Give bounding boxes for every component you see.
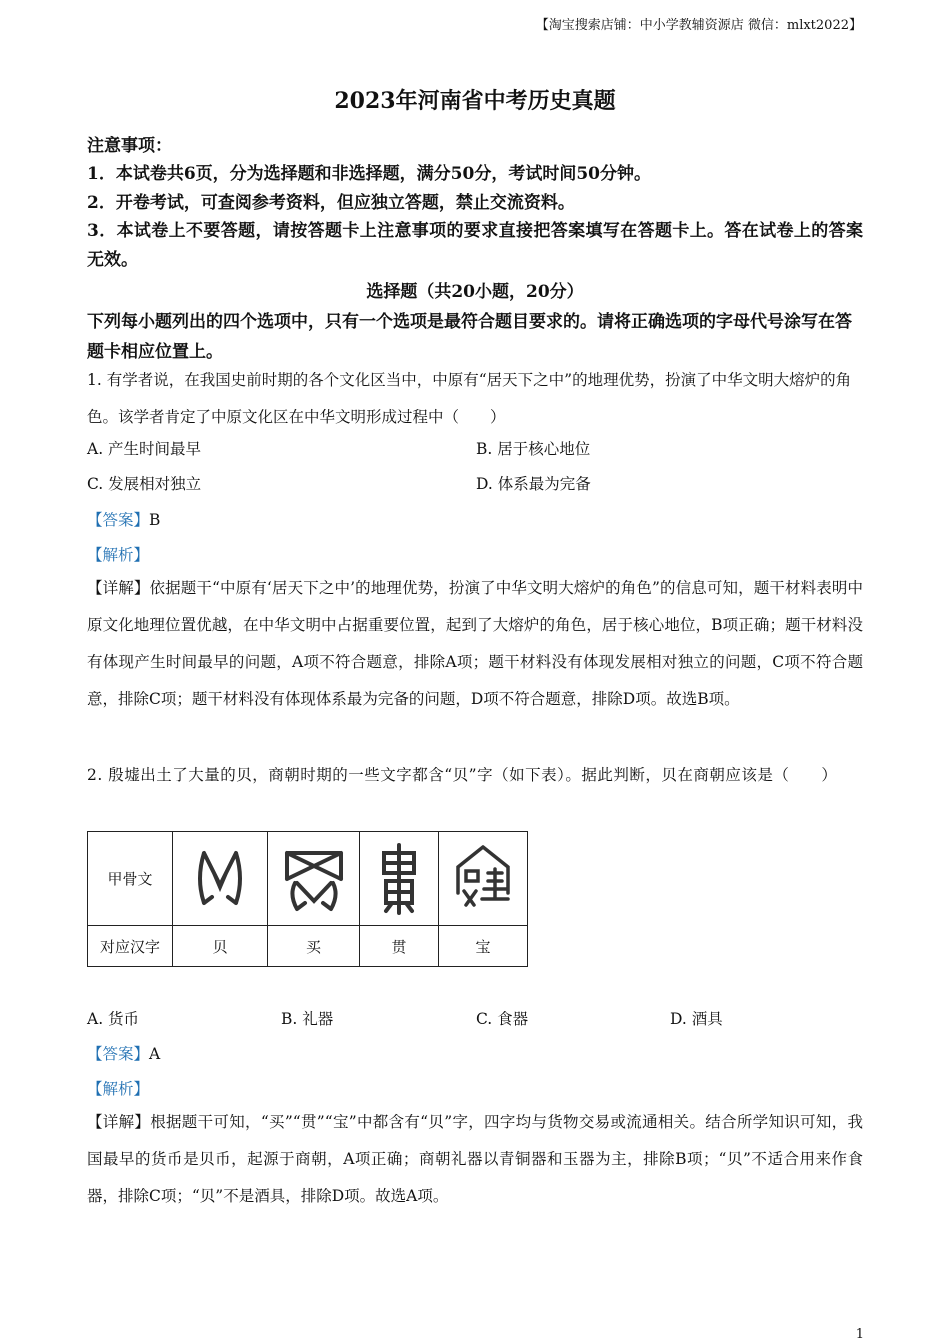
table-cell-char: 宝 xyxy=(439,926,528,967)
table-cell-char: 贝 xyxy=(173,926,268,967)
oracle-glyph-bei xyxy=(173,832,268,926)
question-1-stem: 1. 有学者说，在我国史前时期的各个文化区当中，中原有“居天下之中”的地理优势，扮演了中华文明大熔炉的角色。该学者肯定了中原文化区在中华文明形成过程中（ ） xyxy=(87,371,852,426)
q2-option-d: D. 酒具 xyxy=(670,1010,723,1028)
q2-analysis-tag: 【解析】 xyxy=(87,1080,150,1098)
question-2-stem: 2. 殷墟出土了大量的贝，商朝时期的一些文字都含“贝”字（如下表）。据此判断，贝在商朝应该是（ ） xyxy=(87,766,838,784)
oracle-glyph-bao xyxy=(439,832,528,926)
notice-item-3: 3．本试卷上不要答题，请按答题卡上注意事项的要求直接把答案填写在答题卡上。答在试卷上的答案无效。 xyxy=(87,221,863,270)
page-title: 2023年河南省中考历史真题 xyxy=(334,88,616,114)
q1-answer-tag: 【答案】 xyxy=(87,511,150,529)
header-note: 【淘宝搜索店铺：中小学教辅资源店 微信：mlxt2022】 xyxy=(535,18,862,33)
q1-option-b: B. 居于核心地位 xyxy=(476,440,591,458)
q1-detail: 【详解】依据题干“中原有‘居天下之中’的地理优势，扮演了中华文明大熔炉的角色”的信息可知，题干材料表明中原文化地理位置优越，在中华文明中占据重要位置，起到了大熔炉的角色，居于核心地位，B项正确；题干材料没有体现产生时间最早的问题，A项不符合题意，排除A项；题干材料没有体现发展相对独立的问题，C项不符合题意，排除C项；题干材料没有体现体系最为完备的问题，D项不符合题意，排除D项。故选B项。 xyxy=(87,579,863,708)
notice-item-2: 2．开卷考试，可查阅参考资料，但应独立答题，禁止交流资料。 xyxy=(87,193,575,213)
oracle-glyph-guan xyxy=(360,832,439,926)
q2-answer-value: A xyxy=(149,1045,161,1063)
q1-option-c: C. 发展相对独立 xyxy=(87,475,202,493)
table-cell-char: 买 xyxy=(268,926,360,967)
notice-item-1: 1．本试卷共6页，分为选择题和非选择题，满分50分，考试时间50分钟。 xyxy=(87,164,651,184)
notice-heading: 注意事项： xyxy=(87,136,172,156)
q2-answer-tag: 【答案】 xyxy=(87,1045,150,1063)
page-number: 1 xyxy=(855,1327,864,1342)
table-row-label-oracle: 甲骨文 xyxy=(88,832,173,926)
section-heading: 选择题（共20小题，20分） xyxy=(366,282,584,302)
q1-answer-value: B xyxy=(149,511,161,529)
section-instruction: 下列每小题列出的四个选项中，只有一个选项是最符合题目要求的。请将正确选项的字母代号涂写在答题卡相应位置上。 xyxy=(87,312,852,362)
q2-option-b: B. 礼器 xyxy=(281,1010,334,1028)
q2-answer xyxy=(87,1042,160,1064)
q2-detail: 【详解】根据题干可知，“买”“贯”“宝”中都含有“贝”字，四字均与货物交易或流通相关。结合所学知识可知，我国最早的货币是贝币，起源于商朝，A项正确；商朝礼器以青铜器和玉器为主，排除B项；“贝”不适合用来作食器，排除C项；“贝”不是酒具，排除D项。故选A项。 xyxy=(87,1113,863,1205)
table-cell-char: 贯 xyxy=(360,926,439,967)
q1-option-a: A. 产生时间最早 xyxy=(87,440,202,458)
q2-option-a: A. 货币 xyxy=(87,1010,140,1028)
q1-analysis-tag: 【解析】 xyxy=(87,546,150,564)
oracle-glyph-mai xyxy=(268,832,360,926)
oracle-bone-table xyxy=(87,831,528,967)
q1-option-d: D. 体系最为完备 xyxy=(476,475,591,493)
q2-option-c: C. 食器 xyxy=(476,1010,529,1028)
q1-answer xyxy=(87,508,160,530)
table-row-label-hanzi: 对应汉字 xyxy=(88,926,173,967)
